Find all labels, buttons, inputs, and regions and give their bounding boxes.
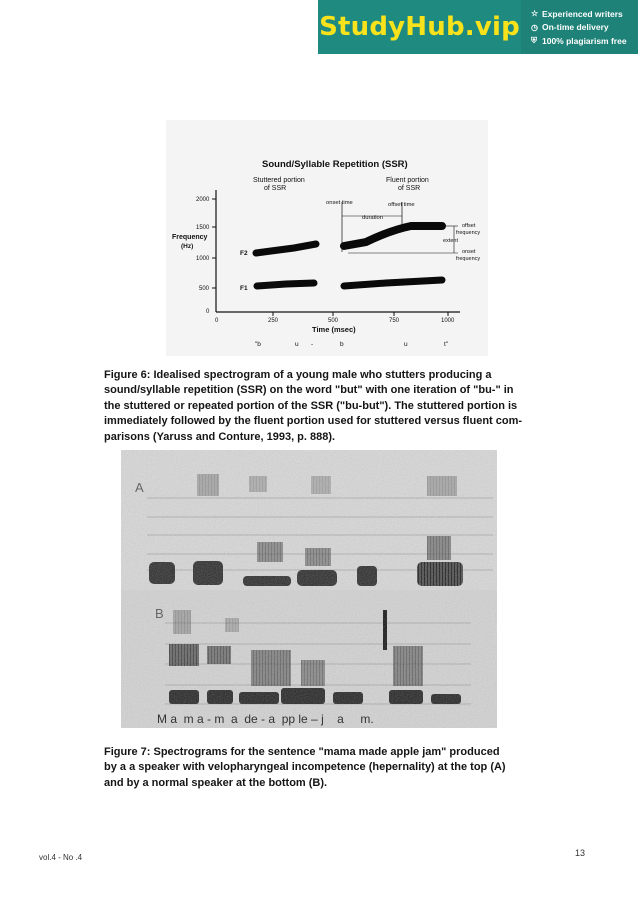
caption-line: immediately followed by the fluent portion used for stuttered versus fluent com-: [104, 415, 523, 428]
feature-label: Experienced writers: [542, 8, 623, 19]
feature-experienced: [531, 7, 638, 21]
figure-7-caption: [104, 745, 524, 791]
figure-6-caption: [104, 368, 524, 445]
figure-6-spectrogram: [166, 120, 488, 356]
shield-icon: ⛨: [531, 35, 537, 45]
brand-logo[interactable]: [318, 0, 521, 54]
f2-fluent-trace: [344, 226, 442, 246]
ylabel-2: (Hz): [181, 243, 194, 250]
phoneme: u: [404, 341, 408, 348]
y-tick-label: 0: [206, 309, 210, 315]
x-tick-label: 1000: [441, 318, 455, 324]
ylabel-1: Frequency: [172, 234, 208, 241]
fluent-label-1: Fluent portion: [386, 177, 429, 184]
phoneme: -: [311, 341, 314, 348]
page-number: 13: [575, 848, 586, 858]
brand-name: StudyHub.vip: [319, 12, 520, 42]
caption-line: by a a speaker with velopharyngeal incompetence (hepernality) at the top (A): [104, 761, 506, 774]
caption-line: the stuttered or repeated portion of the SSR ("bu-but"). The stuttered portion is: [104, 399, 518, 412]
x-tick-label: 500: [328, 318, 339, 324]
x-tick-label: 750: [389, 318, 400, 324]
annotation-extent: extent: [443, 238, 458, 244]
annotation-onset-time: onset time: [326, 200, 353, 206]
figure6-title: Sound/Syllable Repetition (SSR): [262, 159, 408, 170]
phoneme: "b: [255, 341, 261, 348]
y-tick-label: 1000: [196, 256, 210, 262]
annotation-offset-time: offset time: [388, 202, 415, 208]
stuttered-label-1: Stuttered portion: [253, 177, 305, 184]
x-tick-label: 250: [268, 318, 279, 324]
x-tick-label: 0: [215, 318, 219, 324]
y-tick-label: 2000: [196, 197, 210, 203]
xlabel: Time (msec): [312, 325, 356, 334]
annotation-duration: duration: [362, 215, 383, 221]
caption-line: Figure 6: Idealised spectrogram of a young male who stutters producing a: [104, 369, 492, 381]
journal-volume: vol.4 - No .4: [39, 853, 83, 862]
formant-label-f1: F1: [240, 285, 248, 292]
fluent-label-2: of SSR: [398, 185, 421, 192]
annotation-offset-frequency-2: frequency: [456, 230, 481, 236]
caption-line: Figure 7: Spectrograms for the sentence "mama made apple jam" produced: [104, 746, 500, 758]
annotation-offset-frequency-1: offset: [462, 223, 476, 229]
f2-stuttered-trace: [256, 244, 316, 253]
y-tick-label: 1500: [196, 225, 210, 231]
caption-line: sound/syllable repetition (SSR) on the word "but" with one iteration of "bu-" in: [104, 384, 514, 397]
feature-label: 100% plagiarism free: [542, 35, 627, 46]
feature-plagiarism: [531, 34, 638, 48]
annotation-onset-frequency-1: onset: [462, 249, 476, 255]
stuttered-label-2: of SSR: [264, 185, 287, 192]
caption-line: and by a normal speaker at the bottom (B).: [104, 776, 328, 789]
feature-list: [521, 0, 638, 54]
phoneme: u: [295, 341, 299, 348]
feature-label: On-time delivery: [542, 22, 609, 33]
f1-fluent-trace: [344, 280, 442, 286]
figure-7-spectrograms: [121, 450, 497, 728]
ad-banner[interactable]: [318, 0, 638, 54]
feature-on-time: [531, 21, 638, 35]
caption-line: parisons (Yaruss and Conture, 1993, p. 888).: [104, 430, 336, 443]
f1-stuttered-trace: [257, 283, 314, 286]
clock-icon: ◷: [531, 22, 538, 32]
star-icon: ☆: [531, 9, 539, 19]
spectrogram-transcription: M a m a - m a de - a pp le – j a m.: [157, 712, 374, 726]
annotation-onset-frequency-2: frequency: [456, 256, 481, 262]
formant-label-f2: F2: [240, 250, 248, 257]
y-tick-label: 500: [199, 286, 210, 292]
phoneme: t": [444, 341, 449, 348]
phoneme: b: [340, 341, 344, 348]
